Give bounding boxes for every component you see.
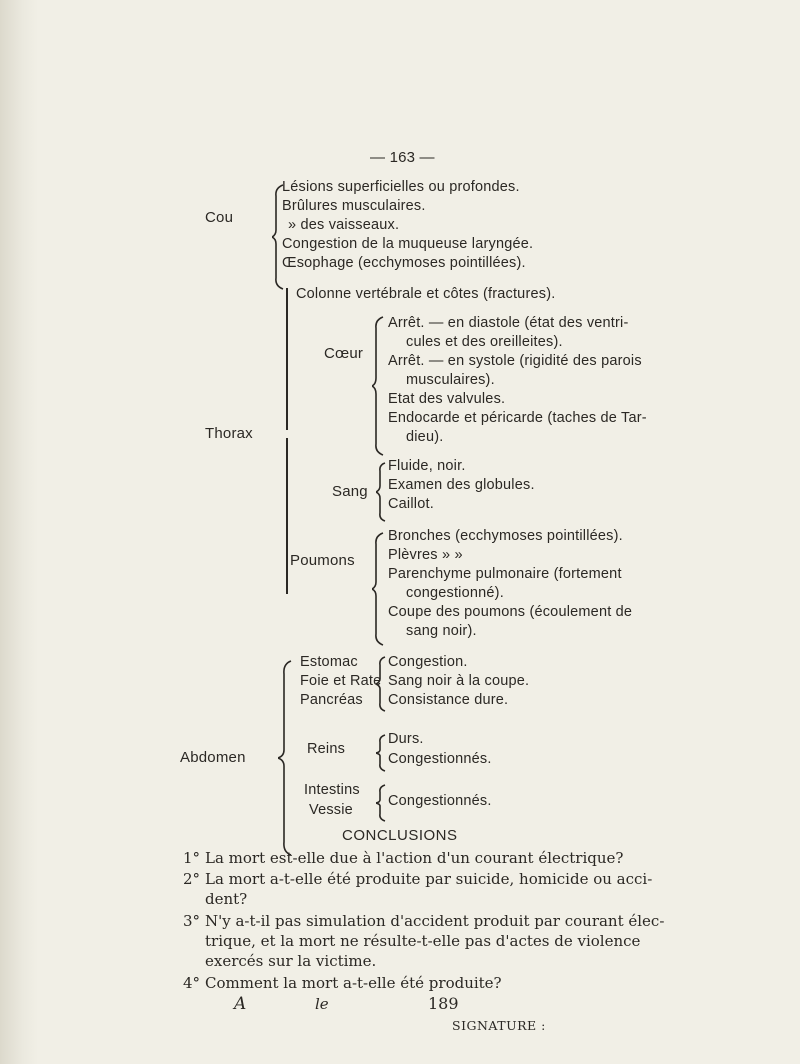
section-label-thorax: Thorax (205, 425, 253, 442)
section-label-abdomen: Abdomen (180, 749, 246, 766)
brace-abdomen-group1 (376, 656, 386, 712)
coeur-item: Arrêt. — en systole (rigidité des parois (388, 353, 642, 369)
place-label: A (234, 994, 247, 1014)
poumons-item: Parenchyme pulmonaire (fortement (388, 566, 622, 582)
question-line: exercés sur la victime. (205, 952, 377, 970)
section-label-cou: Cou (205, 209, 234, 226)
cou-item: Congestion de la muqueuse laryngée. (282, 236, 534, 252)
abdomen-organ: Vessie (309, 802, 353, 818)
coeur-item: dieu). (406, 429, 444, 445)
sang-item: Caillot. (388, 496, 434, 512)
brace-reins (376, 734, 386, 772)
abdomen-organ: Intestins (304, 782, 360, 798)
abdomen-organ: Foie et Rate (300, 673, 382, 689)
question-number: 1° (183, 849, 201, 867)
question-line: Comment la mort a-t-elle été produite? (205, 974, 502, 992)
brace-thorax-lower (286, 438, 288, 594)
question-line: La mort a-t-elle été produite par suicide, homicide ou acci- (205, 870, 653, 888)
poumons-item: Coupe des poumons (écoulement de (388, 604, 633, 620)
cou-item: Œsophage (ecchymoses pointillées). (282, 255, 526, 271)
page-number: — 163 — (370, 149, 435, 166)
poumons-item: congestionné). (406, 585, 504, 601)
poumons-item: Bronches (ecchymoses pointillées). (388, 528, 623, 544)
coeur-item: musculaires). (406, 372, 495, 388)
cou-item: Lésions superficielles ou profondes. (282, 179, 520, 195)
date-label: le (315, 995, 329, 1013)
question-line: La mort est-elle due à l'action d'un courant électrique? (205, 849, 624, 867)
reins-item: Congestionnés. (388, 751, 492, 767)
brace-abdomen (278, 660, 292, 856)
cou-item: » des vaisseaux. (288, 217, 400, 233)
coeur-item: Endocarde et péricarde (taches de Tar- (388, 410, 647, 426)
thorax-colonne: Colonne vertébrale et côtes (fractures). (296, 286, 556, 302)
brace-coeur (372, 316, 384, 456)
abdomen-group1-item: Consistance dure. (388, 692, 509, 708)
question-line: N'y a-t-il pas simulation d'accident produit par courant élec- (205, 912, 665, 930)
question-number: 4° (183, 974, 201, 992)
abdomen-organ-reins: Reins (307, 741, 346, 757)
poumons-item: sang noir). (406, 623, 477, 639)
subsection-label-sang: Sang (332, 483, 368, 500)
poumons-item: Plèvres » » (388, 547, 463, 563)
abdomen-group3-item: Congestionnés. (388, 793, 492, 809)
sang-item: Fluide, noir. (388, 458, 466, 474)
question-number: 2° (183, 870, 201, 888)
abdomen-organ: Pancréas (300, 692, 363, 708)
cou-item: Brûlures musculaires. (282, 198, 426, 214)
brace-poumons (372, 532, 384, 646)
brace-sang (376, 462, 386, 522)
abdomen-group1-item: Congestion. (388, 654, 468, 670)
question-line: trique, et la mort ne résulte-t-elle pas d'actes de violence (205, 932, 641, 950)
conclusions-title: CONCLUSIONS (342, 827, 458, 844)
question-line: dent? (205, 890, 248, 908)
abdomen-organ: Estomac (300, 654, 358, 670)
coeur-item: Etat des valvules. (388, 391, 506, 407)
abdomen-group1-item: Sang noir à la coupe. (388, 673, 530, 689)
coeur-item: Arrêt. — en diastole (état des ventri- (388, 315, 629, 331)
coeur-item: cules et des oreilleites). (406, 334, 563, 350)
question-number: 3° (183, 912, 201, 930)
sang-item: Examen des globules. (388, 477, 535, 493)
reins-item: Durs. (388, 731, 424, 747)
signature-label: SIGNATURE : (452, 1018, 546, 1033)
subsection-label-coeur: Cœur (324, 345, 364, 362)
subsection-label-poumons: Poumons (290, 552, 355, 569)
brace-abdomen-group3 (376, 784, 386, 822)
page-edge (0, 0, 38, 1064)
brace-thorax-upper (286, 288, 288, 430)
year-label: 189 (428, 994, 459, 1013)
